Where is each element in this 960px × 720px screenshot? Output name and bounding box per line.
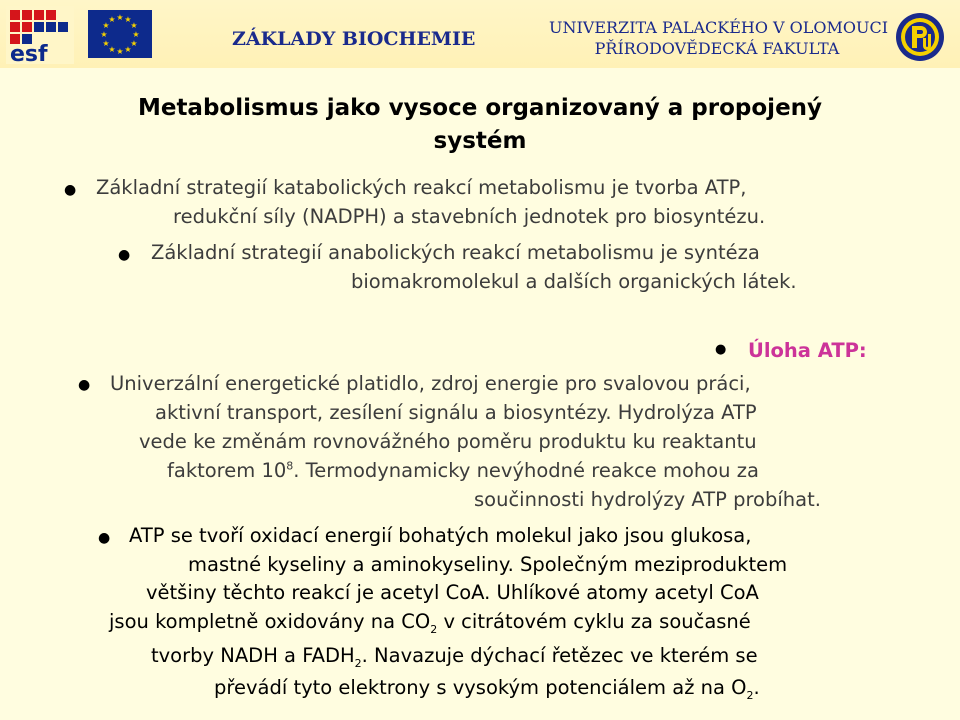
bullet1-line1: Základní strategií katabolických reakcí metabolismu je tvorba ATP, — [96, 176, 747, 199]
bullet4-line5-pre: tvorby NADH a FADH — [151, 644, 355, 667]
university-name — [549, 17, 889, 59]
bullet4-line4-sub: 2 — [430, 622, 438, 636]
university-line1: UNIVERZITA PALACKÉHO V OLOMOUCI — [549, 18, 889, 37]
bullet4-line5-post: . Navazuje dýchací řetězec ve kterém se — [361, 644, 758, 667]
svg-text:★: ★ — [108, 45, 116, 54]
svg-text:★: ★ — [100, 30, 108, 39]
bullet-dot-icon: ● — [64, 182, 77, 198]
bullet4-line6-post: . — [753, 676, 760, 699]
bullet3-line1: Univerzální energetické platidlo, zdroj energie pro svalovou práci, — [110, 372, 751, 395]
svg-text:★: ★ — [130, 21, 138, 30]
bullet-dot-icon: ● — [715, 342, 727, 357]
bullet4-line6-sub: 2 — [746, 688, 754, 702]
eu-flag-icon — [88, 10, 152, 58]
bullet3-line5: součinnosti hydrolýzy ATP probíhat. — [474, 488, 821, 511]
svg-text:★: ★ — [102, 21, 110, 30]
svg-text:★: ★ — [102, 39, 110, 48]
esf-logo-text: esf — [10, 42, 48, 64]
svg-text:★: ★ — [124, 15, 132, 24]
bullet4-line6 — [214, 676, 760, 702]
bullet3-line4-post: . Termodynamicky nevýhodné reakce mohou za — [293, 459, 759, 482]
svg-text:★: ★ — [116, 13, 124, 22]
bullet2-line2: biomakromolekul a dalších organických látek. — [351, 270, 797, 293]
svg-text:★: ★ — [124, 45, 132, 54]
slide-title-line2: systém — [433, 128, 527, 154]
svg-text:★: ★ — [132, 30, 140, 39]
slide-title-line1: Metabolismus jako vysoce organizovaný a propojený — [137, 95, 823, 121]
bullet-dot-icon: ● — [98, 530, 111, 546]
bullet3-line4-sup: 8 — [286, 459, 294, 473]
header-banner — [0, 0, 960, 68]
bullet3-line3: vede ke změnám rovnovážného poměru produktu ku reaktantu — [139, 430, 757, 453]
bullet3-line4-pre: faktorem 10 — [167, 459, 287, 482]
bullet4-line2: mastné kyseliny a aminokyseliny. Společným meziproduktem — [188, 553, 788, 576]
svg-text:★: ★ — [116, 47, 124, 56]
bullet4-line4-post: v citrátovém cyklu za současné — [437, 610, 751, 633]
bullet2-line1: Základní strategií anabolických reakcí metabolismu je syntéza — [151, 241, 760, 264]
bullet4-line5-sub: 2 — [354, 656, 362, 670]
esf-logo — [6, 6, 74, 64]
bullet3-line2: aktivní transport, zesílení signálu a biosyntézy. Hydrolýza ATP — [155, 401, 757, 424]
slide-title — [40, 92, 920, 158]
bullet-dot-icon: ● — [78, 377, 91, 393]
bullet4-line4-pre: jsou kompletně oxidovány na CO — [109, 610, 431, 633]
bullet4-line6-pre: převádí tyto elektrony s vysokým potenciálem až na O — [214, 676, 747, 699]
university-logo-icon — [895, 12, 945, 62]
bullet1-line2: redukční síly (NADPH) a stavebních jednotek pro biosyntézu. — [173, 205, 766, 228]
bullet3-line4 — [167, 459, 759, 482]
course-title: ZÁKLADY BIOCHEMIE — [232, 28, 476, 50]
bullet4-line4 — [109, 610, 751, 636]
bullet-dot-icon: ● — [118, 247, 131, 263]
university-line2: PŘÍRODOVĚDECKÁ FAKULTA — [594, 39, 840, 58]
bullet4-line1: ATP se tvoří oxidací energií bohatých molekul jako jsou glukosa, — [129, 524, 752, 547]
svg-text:★: ★ — [130, 39, 138, 48]
bullet4-line3: většiny těchto reakcí je acetyl CoA. Uhlíkové atomy acetyl CoA — [146, 581, 759, 604]
atp-role-heading: Úloha ATP: — [748, 339, 867, 362]
bullet4-line5 — [151, 644, 758, 670]
svg-text:★: ★ — [108, 15, 116, 24]
